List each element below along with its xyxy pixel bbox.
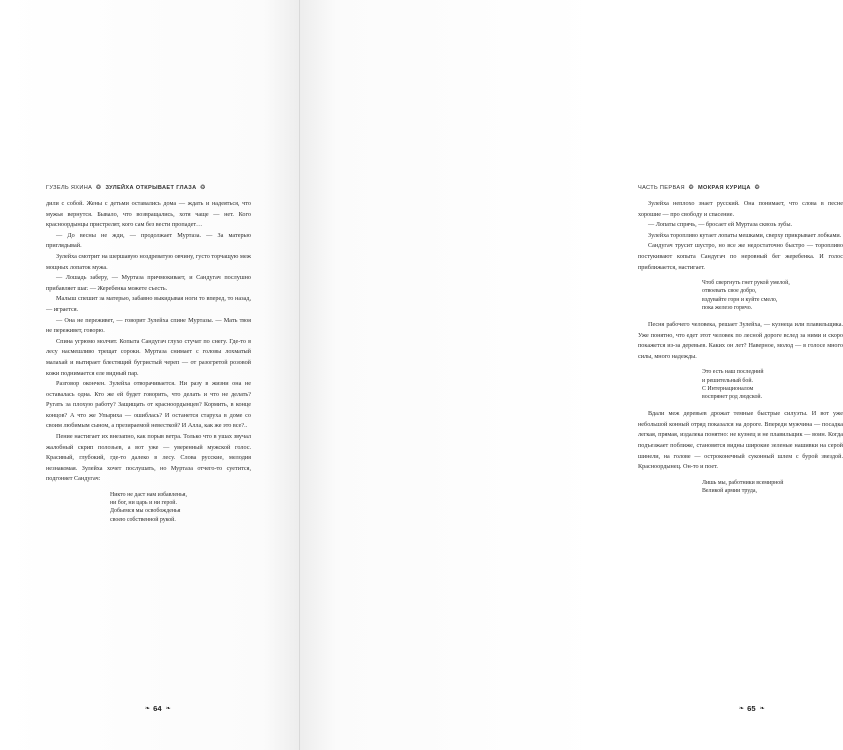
paragraph: Зулейха торопливо кутает лопаты мешками, сверху прикрывает лобками. <box>648 231 842 239</box>
song-verse <box>110 491 251 524</box>
paragraph: Вдали меж деревьев дрожат темные быстрые силуэты. И вот уже небольшой конный отряд показался на дороге. Впереди мужчина — посадка легкая, прямая, издалека понятно: не кузнец и не плавильщик — воин. Когда подъезжает поближе, становятся видны широкие зеленые нашивки на серой шинели, на голове — остроконечный суконный шлем с бурой звездой. Красноордынец. Он-то и поет. <box>638 410 843 471</box>
song-verse <box>702 279 843 312</box>
verse-line: своею собственной рукой. <box>110 516 176 523</box>
song-verse <box>702 479 843 495</box>
verse-line: Добьемся мы освобожденья <box>110 508 181 515</box>
paragraph: Зулейха неплохо знает русский. Она понимает, что слова в песне хорошие — про свободу и спасение. <box>638 200 843 218</box>
right-page <box>300 0 843 750</box>
paragraph: Разговор окончен. Зулейха отворачивается. Ни разу в жизни она не оставалась одна. Кто же ей будет говорить, что делать и что не делать? Ругать за плохую работу? Защищать от красноордынцев? Кормить, в конце концов? А что же Упыриха — ошиблась? И останется старуха в доме со своим любимым сыном, а презираемой невесткой? И Алла, как же это все?.. <box>46 380 251 430</box>
verse-line: Великой армии труда, <box>702 487 757 494</box>
verse-line: пока железо горячо. <box>702 304 753 311</box>
paragraph: дили с собой. Жены с детьми оставались дома — ждать и надеяться, что мужья вернутся. Бывало, что возвращались, хотя чаще — нет. Кого красноордынцы пристрелят, кого сам без вести пропадет… <box>46 200 251 229</box>
running-head-author: ГУЗЕЛЬ ЯХИНА <box>46 185 93 191</box>
paragraph: — Лошадь заберу, — Муртаза причмокивает, и Сандугач послушно прибавляет шаг. — Жеребенка можете съесть. <box>46 274 251 292</box>
verse-line: Никто не даст нам избавленья, <box>110 492 187 499</box>
running-head-separator: ❂ <box>688 185 695 191</box>
running-head-separator: ❂ <box>96 185 102 191</box>
running-head-chapter: МОКРАЯ КУРИЦА <box>698 185 751 191</box>
running-head-part: ЧАСТЬ ПЕРВАЯ <box>638 185 685 191</box>
verse-line: Лишь мы, работники всемирной <box>702 479 784 486</box>
folio-ornament-left: ❧ <box>739 706 744 712</box>
paragraph: — Лопаты спрячь, — бросает ей Муртаза сквозь зубы. <box>648 221 793 229</box>
left-page <box>0 0 300 750</box>
verse-line: ни бог, ни царь и ни герой. <box>110 500 177 507</box>
left-page-text <box>46 199 251 532</box>
verse-line: Чтоб свергнуть гнет рукой умелой, <box>702 280 790 287</box>
verse-line: и решительный бой. <box>702 377 753 384</box>
right-running-head <box>638 184 762 191</box>
running-head-end-mark: ❂ <box>200 185 206 191</box>
verse-line: воспрянет род людской. <box>702 393 763 400</box>
paragraph: Зулейха смотрит на шершавую ноздреватую овчину, густо торчащую меж мощных лопаток мужа. <box>46 252 251 271</box>
verse-line: вздувайте горн и куйте смело, <box>702 296 778 303</box>
running-head-chapter: ЗУЛЕЙХА ОТКРЫВАЕТ ГЛАЗА <box>105 185 197 191</box>
verse-line: отвоевать свое добро, <box>702 288 757 295</box>
folio-ornament-right: ❧ <box>759 706 764 712</box>
verse-line: С Интернационалом <box>702 385 754 392</box>
paragraph: — Она не переживет, — говорит Зулейха спине Муртазы. — Мать твоя не переживет, говорю. <box>46 316 251 335</box>
left-page-number <box>143 704 172 713</box>
page-number: 64 <box>153 704 162 713</box>
running-head-end-mark: ❂ <box>754 185 761 191</box>
left-running-head <box>46 184 208 191</box>
paragraph: Спина угрюмо молчит. Копыта Сандугач глухо стучат по снегу. Где-то в лесу насмешливо трещат сороки. Муртаза снимает с головы лохматый малахай и вытирает блестящий бугристый череп — от разогретой розовой кожи поднимается еле видный пар. <box>46 337 251 377</box>
folio-ornament-left: ❧ <box>145 706 150 712</box>
right-page-text <box>638 199 843 503</box>
paragraph: Сандугач трусит шустро, но все же недостаточно быстро — торопливо постукивают копыта Сандугач по неровный бег жеребенка. И голос приближается, настигает. <box>638 242 843 271</box>
right-page-number <box>737 704 766 713</box>
page-number: 65 <box>747 704 756 713</box>
paragraph: Пение настигает их внезапно, как порыв ветра. Только что в ушах звучал жалобный скрип полозьев, а вот уже — уверенный мужской голос. Красивый, глубокий, где-то далеко в лесу. Слова русские, мелодия незнакомая. Зулейха хочет послушать, но Муртаза отчего-то суетится, подгоняет Сандугач: <box>46 433 251 483</box>
paragraph: Малыш спешит за матерью, забавно выкидывая ноги то вперед, то назад, — играется. <box>46 295 251 313</box>
paragraph: — До весны не жди, — продолжает Муртаза. — За матерью приглядывай. <box>46 231 251 250</box>
paragraph: Песня рабочего человека, решает Зулейха, — кузнеца или плавильщика. Уже понятно, что едет этот человек по лесной дороге вслед за ними и скоро покажется из-за деревьев. Каких он лет? Наверное, молод — в голосе много силы, много надежды. <box>638 320 843 360</box>
folio-ornament-right: ❧ <box>165 706 170 712</box>
verse-line: Это есть наш последний <box>702 369 764 376</box>
song-verse <box>702 368 843 401</box>
